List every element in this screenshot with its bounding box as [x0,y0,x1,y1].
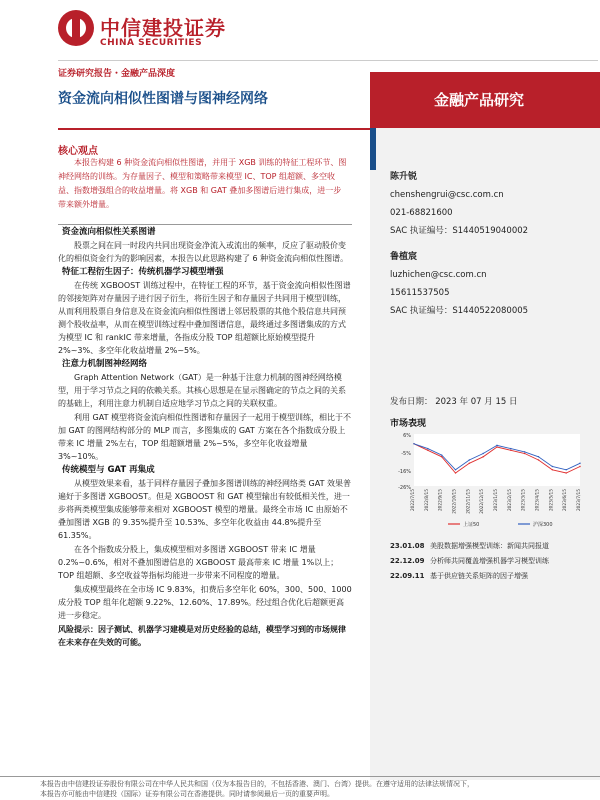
series-point [469,459,470,460]
series-point [441,454,442,455]
disclaimer [0,776,600,799]
series-point [455,472,456,473]
header-divider [58,60,598,61]
series-point [496,446,497,447]
series-point [579,466,580,467]
section-title: 资金流向相似性关系图谱 [58,224,352,239]
report-series: 证券研究报告・金融产品深度 [58,69,176,79]
related-reports [390,540,595,585]
title-divider [58,128,370,130]
category-banner [370,72,600,128]
series-point [538,459,539,460]
brand-name-en: CHINA SECURITIES [100,38,203,48]
series-point [469,463,470,464]
x-tick-label: 2022/12/15 [480,489,486,514]
x-tick-label: 2022/7/15 [411,489,416,512]
paragraph: 股票之间在同一时段内共同出现资金净流入或流出的频率，反应了驱动股价变化的相似资金行为的影响因素，本报告以此思路构建了 6 种资金流向相似性图谱。 [58,241,349,263]
x-tick-label: 2022/8/15 [424,489,430,512]
y-tick-label: -5% [401,450,411,457]
paragraph: Graph Attention Network（GAT）是一种基于注意力机制的图神经网络模型，用于学习节点之间的依赖关系。其核心思想是在显示图确定的节点之间的关系的基础上，利用注意力机制自适应地学习节点之间的关联权重。 [58,373,346,408]
section-title: 特征工程衍生因子：传统机器学习模型增强 [62,267,224,277]
section-title: 传统模型与 GAT 再集成 [62,465,155,475]
chart-plot-area [414,434,580,486]
brand-name-cn: 中信建投证券 [100,16,226,40]
core-view-text: 本报告构建 6 种资金流向相似性图谱，并用于 XGB 训练的特征工程环节、图神经网络的训练。为存量因子、模型和策略带来模型 IC、TOP 组超额、多空收益、指数增强组合的收益增量。将 XGB 和 GAT 叠加多图谱后进行集成，进一步带来额外增量。 [58,158,347,209]
related-report-date: 23.01.08 [390,542,425,550]
series-point [538,456,539,457]
series-point [510,450,511,451]
series-point [579,463,580,464]
x-tick-label: 2023/2/15 [507,489,513,512]
related-report-item[interactable] [390,555,595,567]
series-point [565,472,566,473]
paragraph: 从模型效果来看，基于同样存量因子叠加多图谱训练的神经网络类 GAT 效果普遍好于多图谱 XGBOOST。但是 XGBOOST 和 GAT 模型输出有较低相关性，进一步将两类模型集成能够带来相对 XGBOOST 模型的增量。最终全市场 IC 由原始不叠加图谱 XGB 的 9.35%提升至 10.53%、多空年化收益由 44.8%提升至 61.35%。 [58,479,352,540]
series-point [552,469,553,470]
body-column [58,224,352,649]
analyst-name: 陈升锐 [390,172,418,182]
related-report-title: 基于供应链关系矩阵的因子增强 [430,572,528,580]
section-title: 注意力机制图神经网络 [62,359,148,369]
related-report-title: 美股数据增强模型训练：新闻共同报道 [430,542,549,550]
analyst-sac: SAC 执证编号：S1440522080005 [390,306,529,316]
series-point [524,451,525,452]
analyst-email[interactable]: chenshengrui@csc.com.cn [390,190,504,200]
disclaimer-line: 本报告亦可能由中信建投（国际）证券有限公司在香港提供。同时请参阅最后一页的重要声明。 [40,790,334,798]
related-report-date: 22.12.09 [390,557,425,565]
analyst-card [390,168,528,240]
x-tick-label: 2022/9/15 [438,489,444,512]
related-report-item[interactable] [390,570,595,582]
x-tick-label: 2023/3/15 [521,489,527,512]
analyst-sac: SAC 执证编号：S1440519040002 [390,226,529,236]
series-point [510,448,511,449]
publish-date: 发布日期： 2023 年 07 月 15 日 [390,397,518,407]
market-label: 市场表现 [390,419,427,429]
x-tick-label: 2023/7/15 [577,489,582,512]
series-point [496,445,497,446]
paragraph: 利用 GAT 模型将资金流向相似性图谱和存量因子一起用于模型训练，相比于不加 GAT 的图网结构部分的 MLP 而言，多图集成的 GAT 方案在各个指数成分股上带来 IC 增量 2%左右，TOP 组超额增量 2%~5%，多空年化收益增量 3%~10%。 [58,413,352,461]
paragraph: 集成模型最终在全市场 IC 9.83%，扣费后多空年化 60%，300、500、1000 成分股 TOP 组年化超额 9.22%、12.60%、17.89%。经过组合优化后超额更高进一步稳定。 [58,585,352,620]
category-label: 金融产品研究 [434,91,525,109]
series-point [427,448,428,449]
series-point [427,450,428,451]
series-point [565,469,566,470]
series-point [524,453,525,454]
series-point [552,466,553,467]
paragraph: 在传统 XGBOOST 训练过程中，在特征工程的环节，基于资金流向相似性图谱的邻接矩阵对存量因子进行因子衍生，将衍生因子和存量因子共同用于模型训练，从而利用股票自身信息及在资金流向相似性图谱上邻居股票的其他个股信息共同预测个股收益率，从而在模型训练过程中叠加图谱信息，最终通过多图谱集成的方式为模型 IC 和 rankIC 带来增量，各指成分股 TOP 组超额比原始模型提升 2%~3%、多空年化收益增量 2%~5%。 [58,281,351,355]
footer-divider [0,776,600,777]
series-point [482,453,483,454]
y-tick-label: -16% [398,468,411,475]
x-tick-label: 2022/10/15 [452,489,458,514]
sidebar-accent [370,128,376,170]
analyst-phone: 15611537505 [390,288,450,298]
y-tick-label: 6% [403,433,411,439]
market-chart [388,428,583,530]
related-report-item[interactable] [390,540,595,552]
analyst-email[interactable]: luzhichen@csc.com.cn [390,270,487,280]
x-tick-label: 2023/1/15 [494,489,499,512]
related-report-title: 分析师共同覆盖增强机器学习模型训练 [430,557,549,565]
legend-label: 上证50 [463,522,480,528]
brand-emblem-icon [58,10,94,46]
report-title: 资金流向相似性图谱与图神经网络 [58,91,268,107]
x-tick-label: 2023/6/15 [563,489,569,512]
related-report-date: 22.09.11 [390,572,425,580]
series-point [413,443,414,444]
y-tick-label: -26% [398,485,411,491]
analyst-name: 鲁植宸 [390,252,418,262]
x-tick-label: 2023/4/15 [535,489,541,512]
paragraph: 在各个指数成分股上，集成模型相对多图谱 XGBOOST 带来 IC 增量 0.2%~0.6%，相对不叠加图谱信息的 XGBOOST 最高带来 IC 增量 1%以上；TOP 组超额、多空收益等指标均能进一步带来不同程度的增量。 [58,545,339,580]
analyst-phone: 021-68821600 [390,208,453,218]
x-tick-label: 2023/5/15 [549,489,555,512]
risk-warning: 风险提示：因子测试、机器学习建模是对历史经验的总结，模型学习到的市场规律在未来存在失效的可能。 [58,625,346,647]
series-point [455,469,456,470]
core-view-label: 核心观点 [58,146,98,157]
disclaimer-line: 本报告由中信建投证券股份有限公司在中华人民共和国（仅为本报告目的，不包括香港、澳门、台湾）提供。在遵守适用的法律法规情况下， [40,780,474,788]
legend-label: 沪深300 [533,522,553,528]
series-point [482,456,483,457]
sidebar [370,128,600,780]
analyst-card [390,248,528,320]
x-tick-label: 2022/11/15 [466,489,472,514]
series-point [441,456,442,457]
